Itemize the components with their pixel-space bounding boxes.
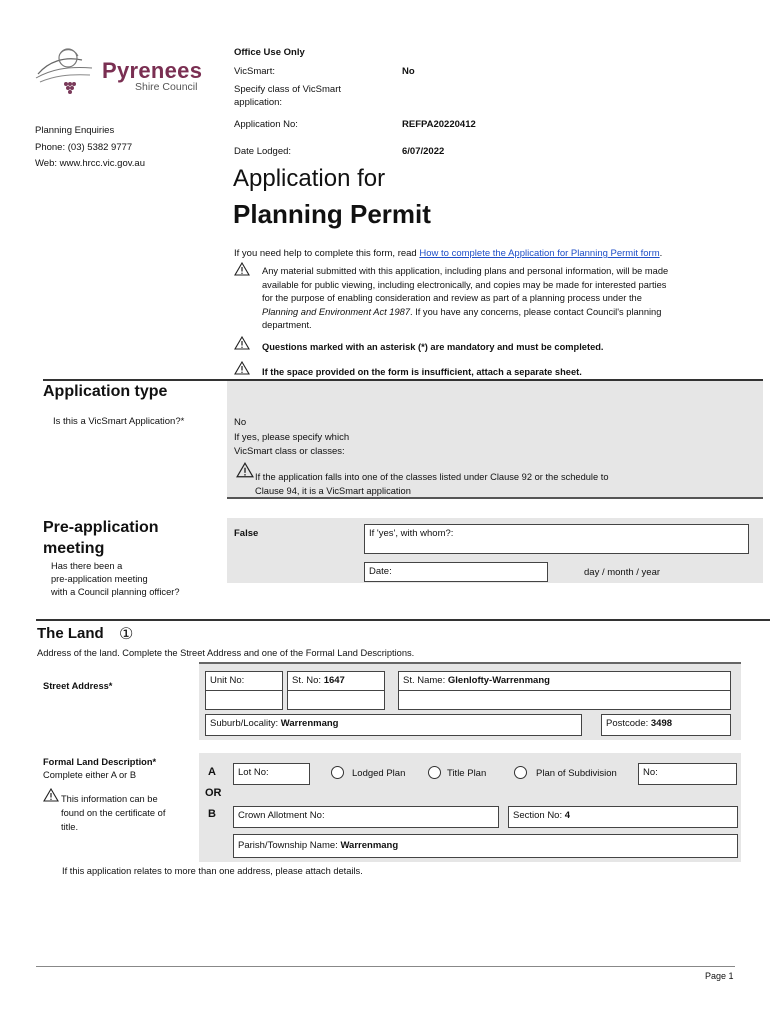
contact-web[interactable]: Web: www.hrcc.vic.gov.au — [35, 158, 145, 169]
meeting-date-label: Date: — [369, 566, 392, 577]
street-address-label: Street Address* — [43, 681, 113, 691]
vicsmart-label: VicSmart: — [234, 66, 276, 77]
warning-icon — [43, 788, 59, 802]
vicsmart-question: Is this a VicSmart Application?* — [53, 416, 185, 427]
vicsmart-class-label-2: application: — [234, 97, 283, 108]
notice-line-3: for the purpose of enabling consideration and review as part of a planning process under the — [262, 293, 642, 303]
specify-class-label-2: VicSmart class or classes: — [234, 446, 345, 457]
date-lodged-label: Date Lodged: — [234, 146, 292, 157]
parish-value: Warrenmang — [340, 840, 399, 851]
formal-description-label: Formal Land Description* — [43, 757, 157, 767]
plan-no-field[interactable] — [638, 763, 737, 785]
street-no-field-2[interactable] — [287, 690, 385, 710]
notice-line-5: department. — [262, 320, 312, 330]
street-no-label: St. No: — [292, 675, 322, 686]
section-no-label: Section No: — [513, 810, 563, 821]
notice-paragraph — [262, 265, 742, 333]
info-icon: ① — [119, 626, 134, 643]
notice-line-4 — [262, 306, 742, 320]
warning-icon — [236, 462, 254, 478]
logo-name: Pyrenees — [102, 58, 203, 83]
page-number: Page 1 — [705, 971, 734, 981]
date-format-hint: day / month / year — [584, 567, 661, 578]
postcode-field[interactable] — [601, 714, 731, 736]
street-no-field[interactable] — [287, 671, 385, 691]
crown-allotment-label: Crown Allotment No: — [238, 810, 325, 821]
option-a-label: A — [208, 766, 216, 778]
certificate-note-1: This information can be — [61, 794, 158, 804]
pre-application-question-3: with a Council planning officer? — [51, 587, 180, 597]
vicsmart-note-1: If the application falls into one of the classes listed under Clause 92 or the schedule to — [255, 472, 609, 482]
postcode-value: 3498 — [650, 718, 673, 729]
the-land-heading: The Land — [37, 625, 104, 642]
page-title-line1: Application for — [233, 165, 386, 192]
more-address-note: If this application relates to more than one address, please attach details. — [62, 866, 363, 876]
specify-class-label-1: If yes, please specify which — [234, 432, 350, 443]
unit-no-label: Unit No: — [210, 675, 245, 686]
section-no-field[interactable] — [508, 806, 738, 828]
date-lodged-value: 6/07/2022 — [402, 146, 445, 157]
warning-icon — [234, 336, 250, 350]
crown-allotment-field[interactable] — [233, 806, 499, 828]
street-name-value: Glenlofty-Warrenmang — [447, 675, 550, 686]
pre-application-answer[interactable]: False — [234, 528, 259, 539]
footer-rule — [36, 966, 735, 967]
pre-application-heading-2: meeting — [43, 540, 105, 557]
certificate-note-3: title. — [61, 822, 79, 832]
application-no-value: REFPA20220412 — [402, 119, 476, 130]
unit-no-field[interactable] — [205, 671, 283, 691]
warning-icon — [234, 262, 250, 276]
parish-label: Parish/Township Name: — [238, 840, 338, 851]
plan-of-subdivision-label: Plan of Subdivision — [536, 768, 617, 779]
application-type-heading: Application type — [43, 383, 168, 400]
insufficient-space-notice: If the space provided on the form is insufficient, attach a separate sheet. — [262, 367, 582, 377]
lodged-plan-label: Lodged Plan — [352, 768, 406, 779]
vicsmart-answer[interactable]: No — [234, 417, 247, 428]
pre-application-heading-1: Pre-application — [43, 519, 159, 536]
logo-mark-icon — [34, 44, 100, 104]
vicsmart-value: No — [402, 66, 415, 77]
formal-description-sub: Complete either A or B — [43, 770, 137, 780]
meeting-date-field[interactable] — [364, 562, 548, 582]
act-name: Planning and Environment Act 1987 — [262, 306, 410, 317]
notice-line-4-rest: . If you have any concerns, please contact Council's planning — [410, 306, 662, 317]
certificate-note-2: found on the certificate of — [61, 808, 166, 818]
page-title-line2: Planning Permit — [233, 199, 431, 229]
suburb-value: Warrenmang — [280, 718, 339, 729]
vicsmart-note-2: Clause 94, it is a VicSmart application — [255, 486, 411, 496]
or-label: OR — [205, 787, 222, 799]
warning-icon — [234, 361, 250, 375]
street-name-field-2[interactable] — [398, 690, 731, 710]
help-text — [234, 247, 662, 261]
lodged-plan-radio[interactable] — [331, 766, 344, 779]
council-logo — [34, 44, 204, 106]
notice-line-2: available for public viewing, including electronically, and copies may be made for interested parties — [262, 279, 667, 290]
contact-phone: Phone: (03) 5382 9777 — [35, 142, 133, 153]
section-no-value: 4 — [564, 810, 571, 821]
plan-of-subdivision-radio[interactable] — [514, 766, 527, 779]
street-name-label: St. Name: — [403, 675, 446, 686]
unit-no-field-2[interactable] — [205, 690, 283, 710]
pre-application-question-2: pre-application meeting — [51, 574, 148, 584]
contact-enquiries: Planning Enquiries — [35, 125, 115, 136]
office-use-heading: Office Use Only — [234, 47, 305, 58]
section-rule — [36, 619, 770, 621]
help-text-lead: If you need help to complete this form, read — [234, 248, 417, 259]
suburb-field[interactable] — [205, 714, 582, 736]
plan-no-label: No: — [643, 767, 658, 778]
street-name-field[interactable] — [398, 671, 731, 691]
notice-line-1: Any material submitted with this application, including plans and personal information, will be made — [262, 266, 669, 276]
land-subtitle: Address of the land. Complete the Street Address and one of the Formal Land Descriptions. — [37, 648, 415, 658]
help-text-end: . — [659, 248, 663, 259]
logo-subname: Shire Council — [135, 81, 198, 93]
lot-no-label: Lot No: — [238, 767, 269, 778]
pre-application-question-1: Has there been a — [51, 561, 123, 571]
option-b-label: B — [208, 808, 216, 820]
title-plan-radio[interactable] — [428, 766, 441, 779]
postcode-label: Postcode: — [606, 718, 649, 729]
vicsmart-class-label-1: Specify class of VicSmart — [234, 84, 342, 95]
street-no-value: 1647 — [323, 675, 345, 686]
title-plan-label: Title Plan — [447, 768, 487, 779]
help-link[interactable]: How to complete the Application for Planning Permit form — [419, 248, 660, 259]
lot-no-field[interactable] — [233, 763, 310, 785]
suburb-label: Suburb/Locality: — [210, 718, 279, 729]
application-no-label: Application No: — [234, 119, 298, 130]
meeting-with-whom-field[interactable] — [364, 524, 749, 554]
parish-field[interactable] — [233, 834, 738, 858]
mandatory-notice: Questions marked with an asterisk (*) are mandatory and must be completed. — [262, 342, 604, 352]
meeting-with-whom-label: If 'yes', with whom?: — [369, 528, 454, 539]
